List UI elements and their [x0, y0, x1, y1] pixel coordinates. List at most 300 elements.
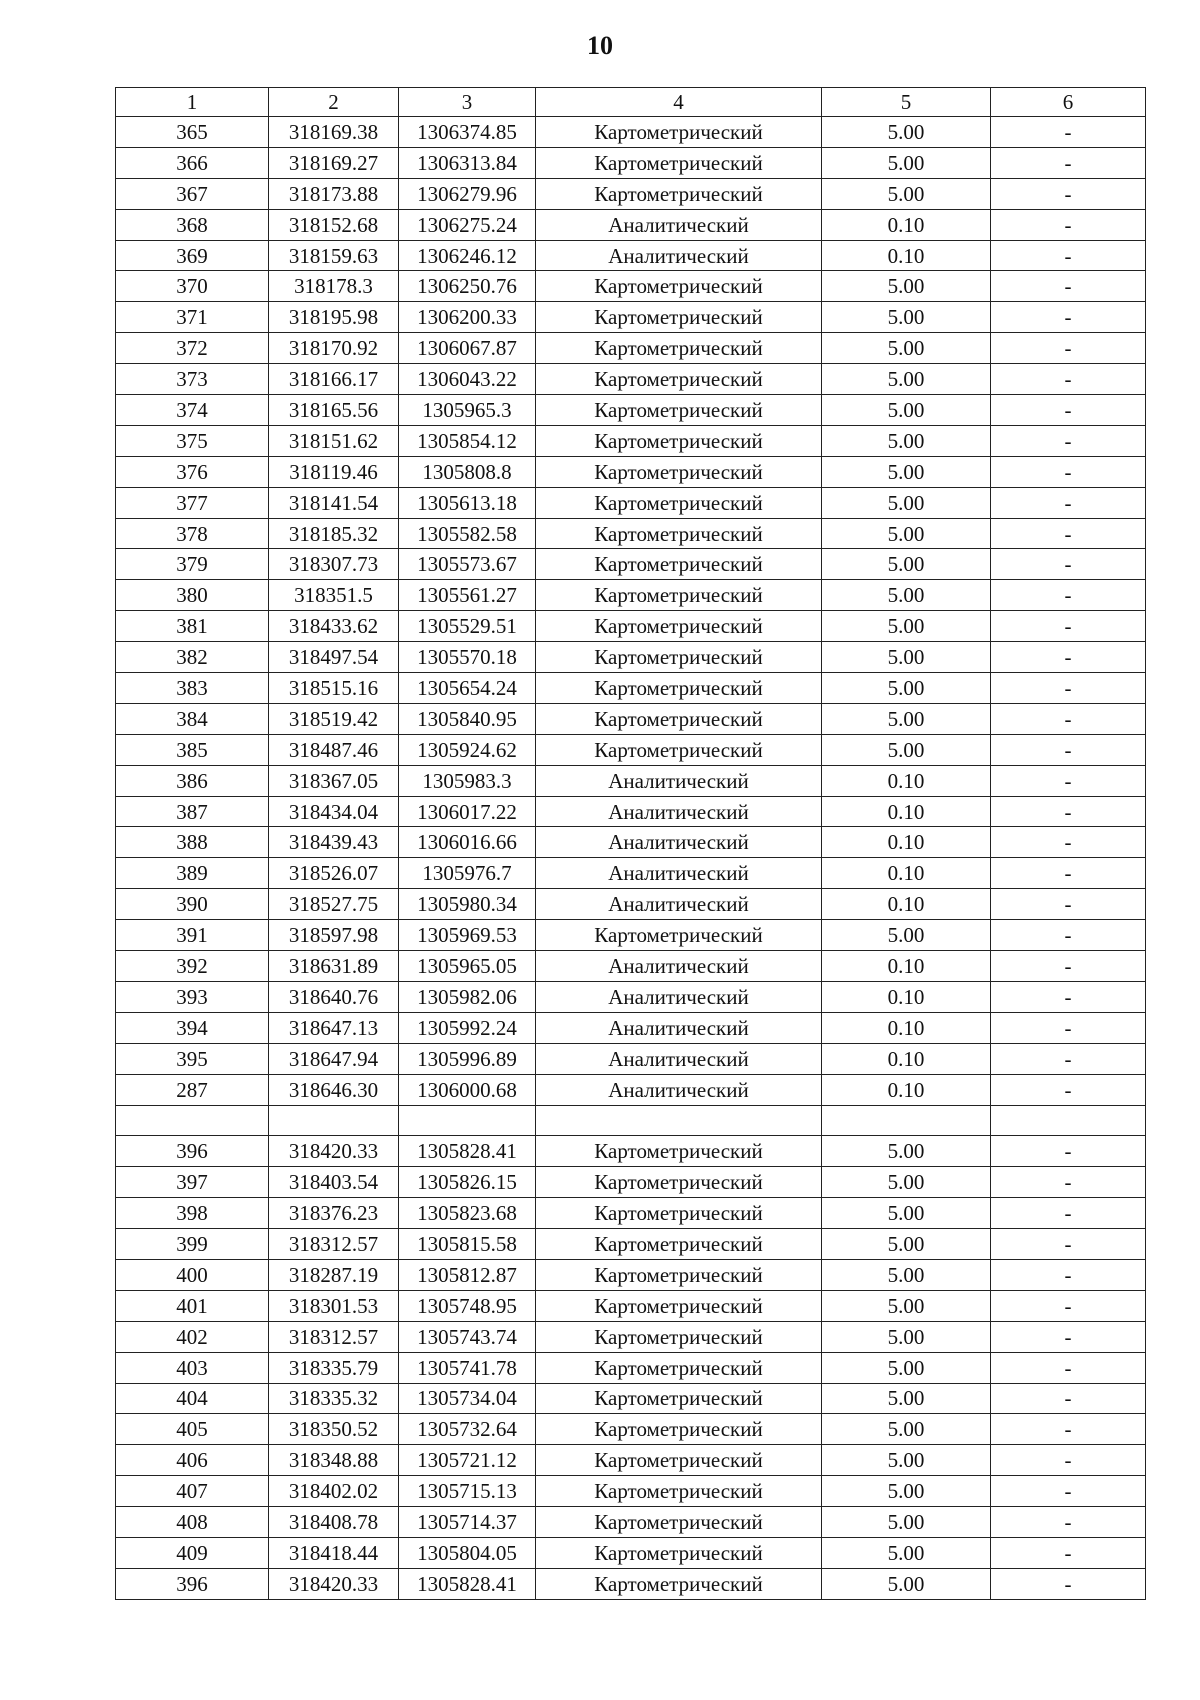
cell-point-number: 368 [116, 209, 269, 240]
cell-method: Картометрический [536, 703, 822, 734]
cell-accuracy: 5.00 [822, 1352, 991, 1383]
header-row [116, 88, 1146, 117]
cell-method: Картометрический [536, 1290, 822, 1321]
cell-y-coordinate: 1305582.58 [399, 518, 536, 549]
cell-method: Картометрический [536, 271, 822, 302]
cell-accuracy: 0.10 [822, 765, 991, 796]
cell-x-coordinate: 318178.3 [269, 271, 399, 302]
cell-description: - [991, 302, 1146, 333]
cell-y-coordinate: 1305965.05 [399, 951, 536, 982]
cell-x-coordinate: 318420.33 [269, 1136, 399, 1167]
cell-accuracy: 5.00 [822, 147, 991, 178]
table-row [116, 611, 1146, 642]
cell-accuracy: 0.10 [822, 858, 991, 889]
table-row [116, 1136, 1146, 1167]
cell-method: Аналитический [536, 1043, 822, 1074]
cell-accuracy: 0.10 [822, 796, 991, 827]
column-header-6: 6 [991, 88, 1146, 117]
cell-method: Картометрический [536, 333, 822, 364]
cell-accuracy: 5.00 [822, 549, 991, 580]
column-header-4: 4 [536, 88, 822, 117]
column-header-2: 2 [269, 88, 399, 117]
cell-method: Аналитический [536, 1074, 822, 1105]
table-row [116, 1352, 1146, 1383]
cell-point-number: 381 [116, 611, 269, 642]
cell-y-coordinate: 1306200.33 [399, 302, 536, 333]
table-row [116, 549, 1146, 580]
cell-x-coordinate: 318119.46 [269, 456, 399, 487]
cell-method: Картометрический [536, 1198, 822, 1229]
cell-method: Картометрический [536, 1476, 822, 1507]
coordinates-table [115, 87, 1146, 1600]
cell-x-coordinate: 318526.07 [269, 858, 399, 889]
table-row [116, 734, 1146, 765]
cell-description: - [991, 1074, 1146, 1105]
cell-description: - [991, 1259, 1146, 1290]
cell-method: Картометрический [536, 487, 822, 518]
cell-point-number: 401 [116, 1290, 269, 1321]
table-row [116, 1074, 1146, 1105]
cell-description: - [991, 1136, 1146, 1167]
cell-point-number: 388 [116, 827, 269, 858]
cell-method: Картометрический [536, 395, 822, 426]
cell-accuracy: 5.00 [822, 333, 991, 364]
cell-accuracy: 5.00 [822, 1259, 991, 1290]
table-row [116, 518, 1146, 549]
cell-x-coordinate: 318402.02 [269, 1476, 399, 1507]
cell-description: - [991, 147, 1146, 178]
cell-method: Аналитический [536, 951, 822, 982]
cell-method: Картометрический [536, 1352, 822, 1383]
cell-y-coordinate: 1305965.3 [399, 395, 536, 426]
cell-description: - [991, 271, 1146, 302]
cell-accuracy: 0.10 [822, 951, 991, 982]
cell-point-number: 370 [116, 271, 269, 302]
cell-y-coordinate: 1305573.67 [399, 549, 536, 580]
cell-y-coordinate: 1305854.12 [399, 425, 536, 456]
table-row [116, 920, 1146, 951]
table-row [116, 981, 1146, 1012]
cell-method: Аналитический [536, 981, 822, 1012]
cell-description: - [991, 673, 1146, 704]
cell-description: - [991, 1229, 1146, 1260]
cell-point-number: 408 [116, 1507, 269, 1538]
cell-accuracy: 5.00 [822, 1445, 991, 1476]
cell-accuracy: 5.00 [822, 703, 991, 734]
cell-accuracy: 5.00 [822, 1507, 991, 1538]
cell-y-coordinate: 1305840.95 [399, 703, 536, 734]
column-header-1: 1 [116, 88, 269, 117]
cell-accuracy: 5.00 [822, 1167, 991, 1198]
cell-y-coordinate: 1305561.27 [399, 580, 536, 611]
cell-method [536, 1105, 822, 1136]
cell-point-number: 402 [116, 1321, 269, 1352]
cell-y-coordinate: 1305976.7 [399, 858, 536, 889]
table-row [116, 796, 1146, 827]
cell-method: Картометрический [536, 1568, 822, 1599]
cell-y-coordinate: 1306275.24 [399, 209, 536, 240]
cell-accuracy: 5.00 [822, 580, 991, 611]
cell-y-coordinate: 1306067.87 [399, 333, 536, 364]
cell-y-coordinate: 1306250.76 [399, 271, 536, 302]
cell-accuracy: 5.00 [822, 1290, 991, 1321]
cell-method: Картометрический [536, 456, 822, 487]
cell-y-coordinate: 1305732.64 [399, 1414, 536, 1445]
table-row [116, 951, 1146, 982]
cell-y-coordinate: 1305826.15 [399, 1167, 536, 1198]
cell-x-coordinate: 318631.89 [269, 951, 399, 982]
cell-description: - [991, 796, 1146, 827]
cell-point-number: 372 [116, 333, 269, 364]
table-row [116, 1321, 1146, 1352]
cell-accuracy: 5.00 [822, 518, 991, 549]
cell-y-coordinate: 1306043.22 [399, 364, 536, 395]
cell-y-coordinate: 1305980.34 [399, 889, 536, 920]
cell-method: Аналитический [536, 889, 822, 920]
table-row [116, 178, 1146, 209]
table-row [116, 858, 1146, 889]
cell-x-coordinate: 318195.98 [269, 302, 399, 333]
cell-description: - [991, 487, 1146, 518]
cell-y-coordinate: 1306374.85 [399, 117, 536, 148]
cell-accuracy: 5.00 [822, 487, 991, 518]
table-row [116, 1043, 1146, 1074]
cell-accuracy: 5.00 [822, 302, 991, 333]
cell-accuracy: 5.00 [822, 395, 991, 426]
cell-point-number: 409 [116, 1537, 269, 1568]
cell-x-coordinate: 318169.27 [269, 147, 399, 178]
cell-accuracy: 0.10 [822, 1074, 991, 1105]
table-header [116, 88, 1146, 117]
cell-description: - [991, 1321, 1146, 1352]
cell-point-number: 386 [116, 765, 269, 796]
cell-description: - [991, 1476, 1146, 1507]
cell-method: Картометрический [536, 147, 822, 178]
cell-method: Картометрический [536, 1167, 822, 1198]
cell-description: - [991, 1352, 1146, 1383]
cell-method: Картометрический [536, 518, 822, 549]
cell-x-coordinate: 318515.16 [269, 673, 399, 704]
table-row [116, 1229, 1146, 1260]
cell-y-coordinate: 1305996.89 [399, 1043, 536, 1074]
cell-point-number: 390 [116, 889, 269, 920]
cell-point-number: 375 [116, 425, 269, 456]
cell-method: Картометрический [536, 364, 822, 395]
cell-y-coordinate: 1305815.58 [399, 1229, 536, 1260]
cell-accuracy: 5.00 [822, 920, 991, 951]
cell-x-coordinate: 318141.54 [269, 487, 399, 518]
cell-method: Картометрический [536, 549, 822, 580]
cell-x-coordinate: 318403.54 [269, 1167, 399, 1198]
column-header-3: 3 [399, 88, 536, 117]
cell-description: - [991, 889, 1146, 920]
cell-x-coordinate: 318487.46 [269, 734, 399, 765]
cell-point-number: 374 [116, 395, 269, 426]
table-row [116, 673, 1146, 704]
cell-accuracy: 5.00 [822, 1414, 991, 1445]
cell-description: - [991, 240, 1146, 271]
cell-point-number: 395 [116, 1043, 269, 1074]
cell-y-coordinate: 1305982.06 [399, 981, 536, 1012]
table-row [116, 456, 1146, 487]
cell-point-number: 385 [116, 734, 269, 765]
cell-description: - [991, 1198, 1146, 1229]
cell-point-number: 392 [116, 951, 269, 982]
cell-y-coordinate: 1305808.8 [399, 456, 536, 487]
cell-x-coordinate: 318173.88 [269, 178, 399, 209]
cell-description: - [991, 1043, 1146, 1074]
table-row [116, 364, 1146, 395]
cell-y-coordinate: 1306313.84 [399, 147, 536, 178]
cell-accuracy: 5.00 [822, 1229, 991, 1260]
cell-point-number: 378 [116, 518, 269, 549]
cell-description: - [991, 1568, 1146, 1599]
cell-y-coordinate: 1306279.96 [399, 178, 536, 209]
cell-x-coordinate: 318350.52 [269, 1414, 399, 1445]
cell-method: Картометрический [536, 1259, 822, 1290]
cell-point-number: 407 [116, 1476, 269, 1507]
page-number: 10 [587, 31, 613, 60]
cell-point-number: 391 [116, 920, 269, 951]
cell-method: Аналитический [536, 765, 822, 796]
cell-accuracy: 5.00 [822, 178, 991, 209]
cell-point-number: 376 [116, 456, 269, 487]
column-header-5: 5 [822, 88, 991, 117]
cell-y-coordinate: 1305613.18 [399, 487, 536, 518]
cell-method: Картометрический [536, 1383, 822, 1414]
cell-x-coordinate: 318519.42 [269, 703, 399, 734]
cell-point-number: 406 [116, 1445, 269, 1476]
cell-accuracy: 5.00 [822, 1537, 991, 1568]
cell-method: Картометрический [536, 1537, 822, 1568]
cell-x-coordinate: 318312.57 [269, 1229, 399, 1260]
cell-description: - [991, 1507, 1146, 1538]
cell-point-number: 389 [116, 858, 269, 889]
cell-method: Картометрический [536, 580, 822, 611]
cell-x-coordinate: 318433.62 [269, 611, 399, 642]
cell-y-coordinate: 1306016.66 [399, 827, 536, 858]
cell-x-coordinate: 318597.98 [269, 920, 399, 951]
cell-y-coordinate: 1305983.3 [399, 765, 536, 796]
cell-accuracy: 5.00 [822, 117, 991, 148]
table-row [116, 1012, 1146, 1043]
cell-accuracy: 5.00 [822, 611, 991, 642]
table-row [116, 302, 1146, 333]
table-row [116, 1414, 1146, 1445]
cell-accuracy: 5.00 [822, 1568, 991, 1599]
cell-point-number: 405 [116, 1414, 269, 1445]
cell-y-coordinate [399, 1105, 536, 1136]
table-row [116, 580, 1146, 611]
cell-method: Аналитический [536, 209, 822, 240]
cell-method: Аналитический [536, 827, 822, 858]
cell-description: - [991, 1012, 1146, 1043]
cell-accuracy: 5.00 [822, 456, 991, 487]
cell-method: Картометрический [536, 425, 822, 456]
cell-description: - [991, 981, 1146, 1012]
cell-point-number: 384 [116, 703, 269, 734]
table-row [116, 147, 1146, 178]
cell-y-coordinate: 1305741.78 [399, 1352, 536, 1383]
cell-accuracy: 5.00 [822, 1321, 991, 1352]
cell-x-coordinate: 318408.78 [269, 1507, 399, 1538]
table-row [116, 1198, 1146, 1229]
cell-method: Картометрический [536, 302, 822, 333]
table-row [116, 395, 1146, 426]
cell-description: - [991, 1383, 1146, 1414]
cell-method: Картометрический [536, 1229, 822, 1260]
cell-y-coordinate: 1306246.12 [399, 240, 536, 271]
cell-y-coordinate: 1305734.04 [399, 1383, 536, 1414]
cell-method: Аналитический [536, 858, 822, 889]
cell-x-coordinate: 318376.23 [269, 1198, 399, 1229]
cell-point-number [116, 1105, 269, 1136]
cell-y-coordinate: 1306000.68 [399, 1074, 536, 1105]
cell-description: - [991, 1414, 1146, 1445]
cell-x-coordinate: 318647.94 [269, 1043, 399, 1074]
cell-point-number: 379 [116, 549, 269, 580]
cell-method: Картометрический [536, 611, 822, 642]
cell-method: Картометрический [536, 117, 822, 148]
cell-description: - [991, 364, 1146, 395]
cell-method: Картометрический [536, 673, 822, 704]
cell-description: - [991, 1167, 1146, 1198]
cell-point-number: 403 [116, 1352, 269, 1383]
cell-point-number: 369 [116, 240, 269, 271]
cell-method: Аналитический [536, 1012, 822, 1043]
cell-x-coordinate: 318166.17 [269, 364, 399, 395]
cell-y-coordinate: 1305823.68 [399, 1198, 536, 1229]
cell-point-number: 366 [116, 147, 269, 178]
cell-accuracy: 5.00 [822, 642, 991, 673]
cell-x-coordinate: 318351.5 [269, 580, 399, 611]
cell-description: - [991, 734, 1146, 765]
cell-description: - [991, 951, 1146, 982]
cell-point-number: 380 [116, 580, 269, 611]
cell-x-coordinate: 318301.53 [269, 1290, 399, 1321]
cell-y-coordinate: 1305743.74 [399, 1321, 536, 1352]
table-row [116, 889, 1146, 920]
cell-method: Картометрический [536, 1136, 822, 1167]
cell-point-number: 396 [116, 1136, 269, 1167]
table-row [116, 209, 1146, 240]
cell-point-number: 365 [116, 117, 269, 148]
cell-point-number: 383 [116, 673, 269, 704]
table-row [116, 827, 1146, 858]
cell-x-coordinate: 318527.75 [269, 889, 399, 920]
cell-description: - [991, 827, 1146, 858]
cell-x-coordinate: 318287.19 [269, 1259, 399, 1290]
cell-method: Картометрический [536, 1445, 822, 1476]
cell-x-coordinate: 318169.38 [269, 117, 399, 148]
cell-description: - [991, 549, 1146, 580]
table-row [116, 1383, 1146, 1414]
cell-description: - [991, 1290, 1146, 1321]
cell-x-coordinate: 318647.13 [269, 1012, 399, 1043]
cell-x-coordinate: 318367.05 [269, 765, 399, 796]
cell-description: - [991, 1445, 1146, 1476]
cell-point-number: 399 [116, 1229, 269, 1260]
cell-method: Аналитический [536, 796, 822, 827]
table-row [116, 1568, 1146, 1599]
cell-x-coordinate: 318335.79 [269, 1352, 399, 1383]
cell-x-coordinate: 318348.88 [269, 1445, 399, 1476]
cell-description: - [991, 580, 1146, 611]
cell-y-coordinate: 1305714.37 [399, 1507, 536, 1538]
table-row [116, 487, 1146, 518]
cell-accuracy: 0.10 [822, 981, 991, 1012]
cell-x-coordinate: 318640.76 [269, 981, 399, 1012]
cell-accuracy: 5.00 [822, 1383, 991, 1414]
cell-description: - [991, 456, 1146, 487]
cell-point-number: 373 [116, 364, 269, 395]
table-row [116, 703, 1146, 734]
cell-accuracy: 5.00 [822, 271, 991, 302]
cell-point-number: 404 [116, 1383, 269, 1414]
cell-x-coordinate: 318646.30 [269, 1074, 399, 1105]
cell-x-coordinate: 318312.57 [269, 1321, 399, 1352]
cell-accuracy: 0.10 [822, 1012, 991, 1043]
table-row [116, 271, 1146, 302]
cell-y-coordinate: 1305828.41 [399, 1136, 536, 1167]
cell-point-number: 287 [116, 1074, 269, 1105]
cell-y-coordinate: 1305570.18 [399, 642, 536, 673]
cell-method: Картометрический [536, 1321, 822, 1352]
table-row [116, 765, 1146, 796]
cell-accuracy: 5.00 [822, 1476, 991, 1507]
cell-y-coordinate: 1305924.62 [399, 734, 536, 765]
cell-y-coordinate: 1305715.13 [399, 1476, 536, 1507]
cell-description: - [991, 703, 1146, 734]
cell-description: - [991, 611, 1146, 642]
cell-description [991, 1105, 1146, 1136]
cell-x-coordinate: 318170.92 [269, 333, 399, 364]
cell-x-coordinate: 318307.73 [269, 549, 399, 580]
cell-description: - [991, 425, 1146, 456]
cell-accuracy: 0.10 [822, 827, 991, 858]
cell-accuracy: 0.10 [822, 889, 991, 920]
table-row [116, 1105, 1146, 1136]
cell-description: - [991, 395, 1146, 426]
cell-method: Аналитический [536, 240, 822, 271]
cell-point-number: 393 [116, 981, 269, 1012]
cell-x-coordinate: 318335.32 [269, 1383, 399, 1414]
cell-accuracy: 5.00 [822, 364, 991, 395]
cell-method: Картометрический [536, 1414, 822, 1445]
cell-y-coordinate: 1305654.24 [399, 673, 536, 704]
cell-description: - [991, 518, 1146, 549]
cell-method: Картометрический [536, 734, 822, 765]
cell-y-coordinate: 1305969.53 [399, 920, 536, 951]
cell-y-coordinate: 1306017.22 [399, 796, 536, 827]
cell-y-coordinate: 1305992.24 [399, 1012, 536, 1043]
table-row [116, 425, 1146, 456]
cell-point-number: 367 [116, 178, 269, 209]
cell-x-coordinate: 318497.54 [269, 642, 399, 673]
cell-x-coordinate: 318420.33 [269, 1568, 399, 1599]
table-row [116, 642, 1146, 673]
table-row [116, 1507, 1146, 1538]
cell-y-coordinate: 1305748.95 [399, 1290, 536, 1321]
cell-x-coordinate: 318439.43 [269, 827, 399, 858]
cell-accuracy: 5.00 [822, 1198, 991, 1229]
table-row [116, 117, 1146, 148]
table-row [116, 1259, 1146, 1290]
cell-x-coordinate: 318185.32 [269, 518, 399, 549]
cell-description: - [991, 117, 1146, 148]
cell-x-coordinate: 318151.62 [269, 425, 399, 456]
cell-y-coordinate: 1305721.12 [399, 1445, 536, 1476]
